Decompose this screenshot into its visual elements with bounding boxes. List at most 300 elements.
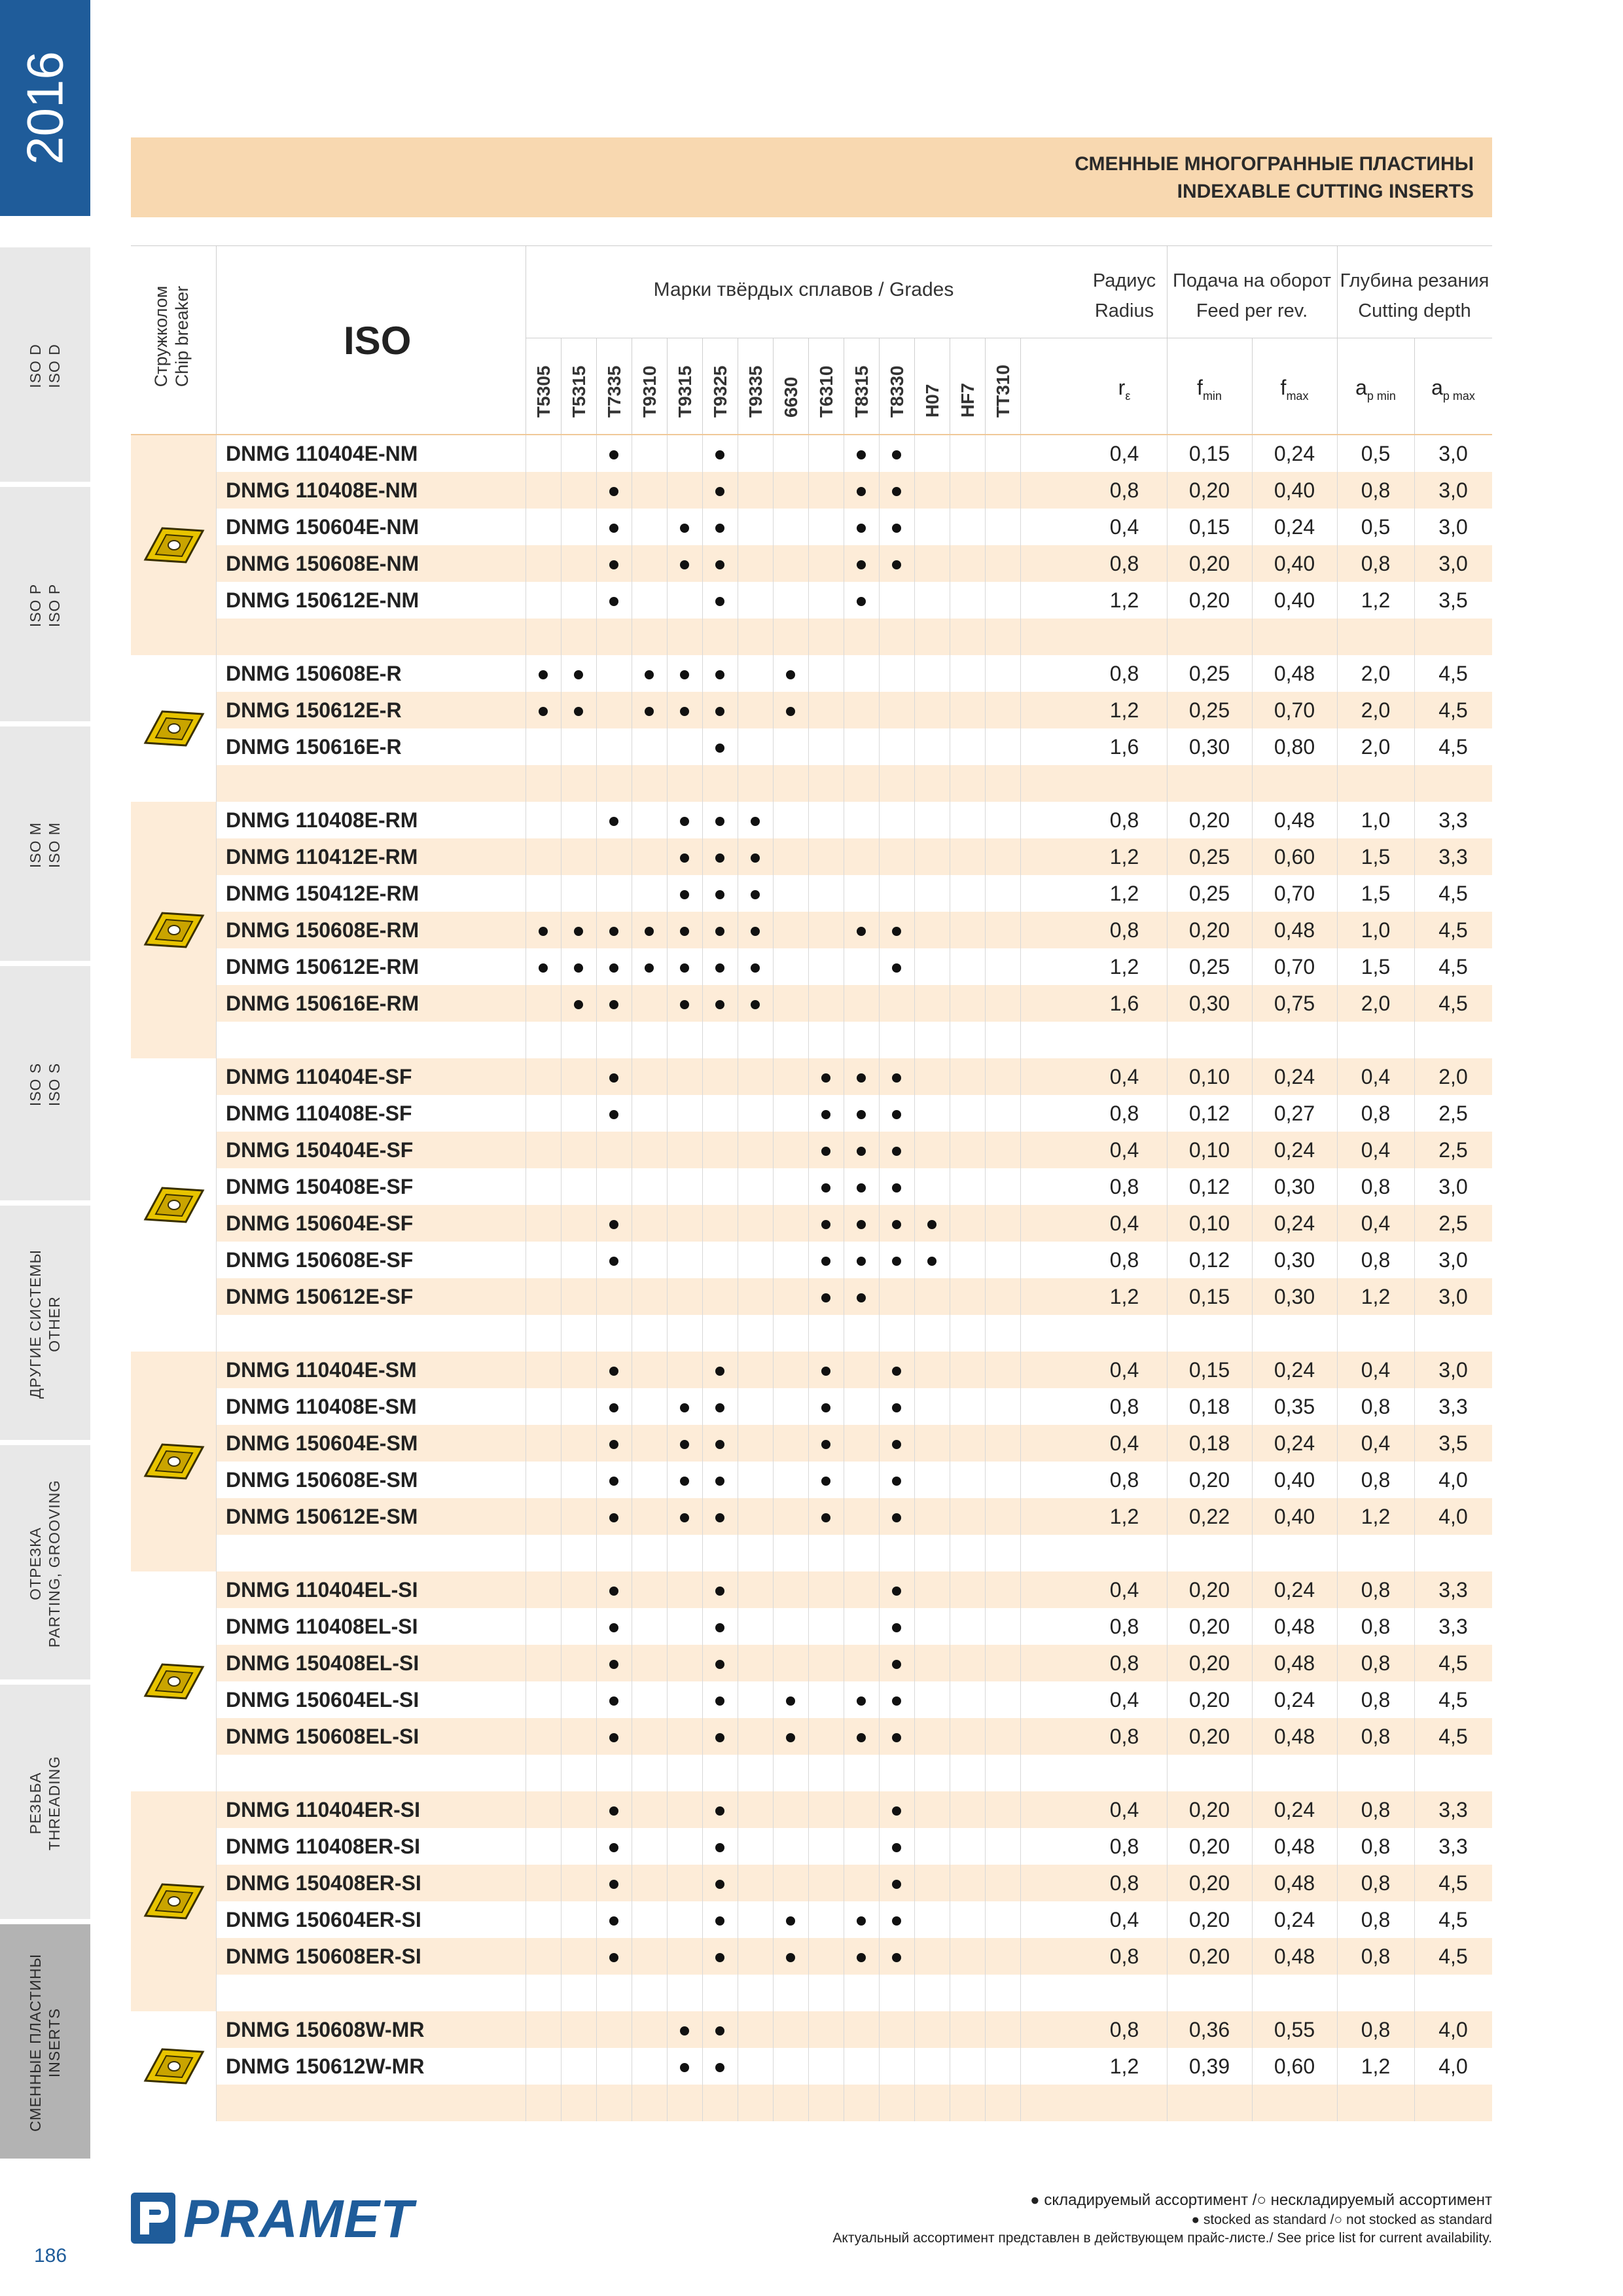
header-gridline [216,246,217,434]
row-gridline [1337,472,1338,509]
sidebar-tab[interactable] [0,1206,90,1443]
row-gridline [808,875,809,912]
row-gridline [773,838,774,875]
row-gridline [1337,1132,1338,1168]
sidebar [0,0,90,2179]
row-gridline [702,1095,703,1132]
header-gridline [773,338,774,434]
row-gridline [914,1608,915,1645]
stocked-dot [715,1806,724,1816]
sidebar-tab-label [26,1954,64,2132]
row-gridline [985,619,986,655]
sidebar-tab-label [26,822,64,868]
row-gridline [1337,1718,1338,1755]
stocked-dot [857,1953,866,1962]
row-gridline [667,1755,668,1791]
stocked-dot [715,1953,724,1962]
value-r: 0,8 [1109,1651,1139,1675]
row-gridline [808,985,809,1022]
row-gridline [773,545,774,582]
value-apmin: 1,5 [1361,845,1391,869]
row-gridline [773,1608,774,1645]
row-gridline [808,728,809,765]
stocked-dot [751,963,760,973]
value-apmin: 0,5 [1361,515,1391,539]
sidebar-tab[interactable] [0,1685,90,1922]
row-gridline [1337,765,1338,802]
stocked-dot [609,1696,618,1706]
insert-code: DNMG 150408EL-SI [226,1651,419,1675]
row-gridline [879,1975,880,2011]
insert-code: DNMG 150608E-R [226,662,402,685]
row-gridline [1252,1278,1253,1315]
row-gridline [879,838,880,875]
value-apmax: 3,3 [1438,808,1468,832]
value-apmin: 0,8 [1361,1871,1391,1895]
row-gridline [1414,435,1415,472]
inserts-table [131,245,1492,2121]
sidebar-tab[interactable] [0,1445,90,1682]
page-number: 186 [34,2245,67,2267]
value-r: 0,4 [1109,515,1139,539]
value-fmin: 0,30 [1188,992,1230,1015]
insert-group [131,1058,1492,1352]
row-gridline [702,838,703,875]
row-gridline [216,1315,217,1352]
row-gridline [1252,985,1253,1022]
value-fmax: 0,80 [1274,735,1315,759]
row-gridline [702,1938,703,1975]
row-gridline [596,875,597,912]
row-gridline [1414,1571,1415,1608]
stocked-dot [680,1000,689,1009]
row-gridline [1020,692,1021,728]
row-gridline [216,802,217,838]
row-gridline [216,1608,217,1645]
row-gridline [985,765,986,802]
value-apmax: 4,0 [1438,1505,1468,1528]
row-gridline [596,1535,597,1571]
row-gridline [1414,2048,1415,2085]
row-gridline [1414,1535,1415,1571]
row-gridline [1167,1132,1168,1168]
row-gridline [596,838,597,875]
header-gridline [667,338,668,434]
row-gridline [808,619,809,655]
row-gridline [1414,838,1415,875]
row-gridline [1167,1425,1168,1462]
row-gridline [1414,1095,1415,1132]
row-gridline [1167,1535,1168,1571]
row-gridline [596,1901,597,1938]
value-fmin: 0,18 [1188,1431,1230,1455]
value-apmax: 3,0 [1438,1248,1468,1272]
row-gridline [1167,692,1168,728]
row-gridline [1337,1462,1338,1498]
row-gridline [985,1865,986,1901]
sidebar-tab-label-ru: ISO P [27,583,44,628]
row-gridline [1020,1571,1021,1608]
row-gridline [914,728,915,765]
row-gridline [667,1205,668,1242]
feed-header [1167,266,1337,326]
row-gridline [773,1132,774,1168]
value-fmin: 0,12 [1188,1175,1230,1198]
value-apmin: 0,8 [1361,1248,1391,1272]
value-fmax: 0,24 [1274,1798,1315,1821]
row-gridline [808,1681,809,1718]
value-r: 1,2 [1109,698,1139,722]
row-gridline [985,728,986,765]
row-gridline [1414,1718,1415,1755]
value-fmax: 0,24 [1274,1908,1315,1931]
sidebar-tab[interactable] [0,247,90,484]
value-fmin: 0,20 [1188,1945,1230,1968]
value-fmin: 0,15 [1188,1358,1230,1382]
table-row [131,1242,1492,1278]
value-fmax: 0,24 [1274,1211,1315,1235]
row-gridline [1337,1865,1338,1901]
row-gridline [1020,655,1021,692]
value-fmin: 0,18 [1188,1395,1230,1418]
row-gridline [985,1901,986,1938]
row-gridline [808,948,809,985]
row-gridline [702,912,703,948]
row-gridline [1252,1022,1253,1058]
stocked-dot [821,1183,830,1193]
row-gridline [985,1645,986,1681]
stocked-dot [715,1587,724,1596]
row-gridline [561,838,562,875]
radius-en: Radius [1094,300,1154,321]
row-gridline [879,2048,880,2085]
table-row [131,1132,1492,1168]
stocked-dot [751,853,760,863]
row-gridline [561,1828,562,1865]
row-gridline [1252,655,1253,692]
row-gridline [808,1462,809,1498]
row-gridline [879,1352,880,1388]
row-gridline [1337,1242,1338,1278]
row-gridline [216,435,217,472]
row-gridline [1167,1278,1168,1315]
row-gridline [914,1462,915,1498]
row-gridline [808,435,809,472]
row-gridline [914,1058,915,1095]
row-gridline [1337,1681,1338,1718]
insert-code: DNMG 110408E-SF [226,1102,412,1125]
value-apmax: 2,5 [1438,1102,1468,1125]
row-gridline [914,1938,915,1975]
value-r: 0,4 [1109,1358,1139,1382]
stocked-dot [857,597,866,606]
row-gridline [1414,948,1415,985]
value-apmax: 3,5 [1438,588,1468,612]
row-gridline [1020,1022,1021,1058]
stocked-dot [821,1367,830,1376]
table-row [131,1791,1492,1828]
radius-header [1082,266,1167,326]
value-r: 0,4 [1109,1908,1139,1931]
value-fmax: 0,48 [1274,1835,1315,1858]
insert-code: DNMG 110404E-NM [226,442,418,465]
row-gridline [773,1498,774,1535]
row-gridline [985,1425,986,1462]
stocked-dot [892,927,901,936]
row-gridline [1020,1425,1021,1462]
value-r: 0,4 [1109,1578,1139,1602]
value-r: 0,8 [1109,1945,1139,1968]
stocked-dot [821,1147,830,1156]
row-gridline [808,912,809,948]
row-gridline [1414,1975,1415,2011]
table-row [131,875,1492,912]
row-gridline [702,1608,703,1645]
value-apmax: 3,0 [1438,1175,1468,1198]
value-apmin: 0,4 [1361,1211,1391,1235]
row-gridline [914,1681,915,1718]
row-gridline [667,1278,668,1315]
row-gridline [1252,619,1253,655]
value-apmin: 1,0 [1361,918,1391,942]
row-gridline [1252,1168,1253,1205]
sidebar-tab-label-ru: РЕЗЬБА [27,1772,44,1835]
row-gridline [879,912,880,948]
header-gridline [596,338,597,434]
row-gridline [216,1718,217,1755]
insert-group [131,1791,1492,2011]
stocked-dot [786,1696,795,1706]
insert-code: DNMG 150404E-SF [226,1138,414,1162]
row-gridline [216,509,217,545]
stocked-dot [715,450,724,459]
value-apmax: 4,5 [1438,698,1468,722]
row-gridline [914,1205,915,1242]
value-fmax: 0,24 [1274,1431,1315,1455]
row-gridline [985,948,986,985]
sidebar-tab[interactable] [0,487,90,724]
stocked-dot [821,1403,830,1412]
value-fmin: 0,12 [1188,1102,1230,1125]
row-gridline [1167,435,1168,472]
row-gridline [596,912,597,948]
symbol-fmax: $f_{max}$ [1280,376,1309,403]
value-apmax: 3,0 [1438,552,1468,575]
table-row [131,1498,1492,1535]
value-apmax: 3,3 [1438,1395,1468,1418]
row-gridline [667,985,668,1022]
header-gridline [914,338,915,434]
row-gridline [773,1975,774,2011]
stocked-dot [892,1660,901,1669]
row-gridline [667,2085,668,2121]
value-fmax: 0,24 [1274,1065,1315,1088]
row-gridline [561,1462,562,1498]
row-gridline [1167,1938,1168,1975]
row-gridline [985,1242,986,1278]
page-title-en: INDEXABLE CUTTING INSERTS [1177,181,1474,202]
row-gridline [702,2011,703,2048]
insert-code: DNMG 110408EL-SI [226,1615,418,1638]
row-gridline [667,2011,668,2048]
stocked-dot [574,963,583,973]
row-gridline [1252,765,1253,802]
row-gridline [1020,1938,1021,1975]
symbol-apmin: $a_{p min}$ [1355,376,1396,403]
row-gridline [914,1095,915,1132]
row-gridline [773,985,774,1022]
value-apmin: 1,2 [1361,588,1391,612]
stocked-dot [857,1073,866,1083]
row-gridline [1252,1205,1253,1242]
row-gridline [561,1901,562,1938]
value-apmin: 0,4 [1361,1138,1391,1162]
value-fmin: 0,20 [1188,1908,1230,1931]
value-r: 1,2 [1109,2054,1139,2078]
row-gridline [773,2048,774,2085]
value-r: 0,8 [1109,918,1139,942]
row-gridline [985,875,986,912]
row-gridline [1252,838,1253,875]
row-gridline [1337,2011,1338,2048]
row-gridline [596,1608,597,1645]
stocked-dot [892,1733,901,1742]
value-fmin: 0,20 [1188,808,1230,832]
row-gridline [596,582,597,619]
table-row [131,1388,1492,1425]
stocked-dot [609,524,618,533]
table-row [131,985,1492,1022]
symbol-r: $r_\varepsilon$ [1118,376,1131,403]
row-gridline [1252,1352,1253,1388]
row-gridline [596,1095,597,1132]
table-row [131,1095,1492,1132]
row-gridline [1337,948,1338,985]
sidebar-tab[interactable] [0,726,90,963]
row-gridline [1337,1975,1338,2011]
row-gridline [1337,1315,1338,1352]
row-gridline [596,1681,597,1718]
stocked-dot [715,1623,724,1632]
stocked-dot [892,1916,901,1926]
value-fmax: 0,75 [1274,992,1315,1015]
row-gridline [914,1168,915,1205]
value-apmax: 3,0 [1438,1358,1468,1382]
row-gridline [914,692,915,728]
value-fmin: 0,36 [1188,2018,1230,2041]
row-gridline [1414,619,1415,655]
grade-header: T8315 [851,365,872,418]
row-gridline [596,545,597,582]
row-gridline [808,692,809,728]
row-gridline [1414,545,1415,582]
row-gridline [773,1901,774,1938]
row-gridline [702,1315,703,1352]
depth-en: Cutting depth [1358,300,1471,321]
row-gridline [879,1388,880,1425]
row-gridline [1337,1828,1338,1865]
stocked-dot [609,963,618,973]
value-r: 0,4 [1109,1688,1139,1712]
row-gridline [216,545,217,582]
row-gridline [216,1095,217,1132]
row-gridline [1414,1352,1415,1388]
row-gridline [985,2011,986,2048]
stocked-dot [786,1733,795,1742]
row-gridline [879,875,880,912]
row-gridline [561,1791,562,1828]
row-gridline [1414,1058,1415,1095]
value-apmin: 0,8 [1361,1908,1391,1931]
row-gridline [1020,1901,1021,1938]
row-gridline [667,655,668,692]
row-gridline [561,1718,562,1755]
stocked-dot [857,1147,866,1156]
value-apmax: 4,5 [1438,955,1468,978]
row-gridline [1020,875,1021,912]
chip-breaker-cell [131,655,216,802]
row-gridline [596,1205,597,1242]
availability-note: Актуальный ассортимент представлен в действующем прайс-листе./ See price list for current availability. [832,2231,1492,2246]
stocked-dot [821,1220,830,1229]
row-gridline [702,1205,703,1242]
row-gridline [1252,1242,1253,1278]
row-gridline [1252,1755,1253,1791]
row-gridline [596,2085,597,2121]
value-apmax: 3,3 [1438,1798,1468,1821]
row-gridline [1252,728,1253,765]
row-gridline [985,1755,986,1791]
insert-code: DNMG 150612E-NM [226,588,419,612]
value-fmax: 0,40 [1274,478,1315,502]
row-gridline [1337,692,1338,728]
stocked-dot [892,1257,901,1266]
row-gridline [808,1571,809,1608]
row-gridline [596,802,597,838]
sidebar-tab[interactable] [0,966,90,1203]
value-r: 0,8 [1109,808,1139,832]
sidebar-tab-label-en: OTHER [46,1296,63,1352]
row-gridline [879,985,880,1022]
row-gridline [1020,948,1021,985]
row-gridline [596,948,597,985]
value-apmax: 4,5 [1438,1871,1468,1895]
row-gridline [879,1462,880,1498]
row-gridline [561,655,562,692]
table-row [131,728,1492,765]
stocked-dot [680,853,689,863]
stocked-dot [857,1183,866,1193]
value-apmin: 0,8 [1361,1578,1391,1602]
row-gridline [773,1315,774,1352]
row-gridline [1414,985,1415,1022]
row-gridline [1252,509,1253,545]
row-gridline [985,1058,986,1095]
row-gridline [879,1681,880,1718]
row-gridline [985,1388,986,1425]
row-gridline [985,509,986,545]
sidebar-tab-label [26,584,64,627]
row-gridline [216,1535,217,1571]
table-row [131,2011,1492,2048]
row-gridline [1337,1645,1338,1681]
sidebar-tab[interactable] [0,1924,90,2161]
sidebar-tab-label-ru: ISO S [27,1062,44,1107]
stocked-dot [892,1880,901,1889]
row-gridline [702,1462,703,1498]
table-row [131,1352,1492,1388]
row-gridline [216,1901,217,1938]
